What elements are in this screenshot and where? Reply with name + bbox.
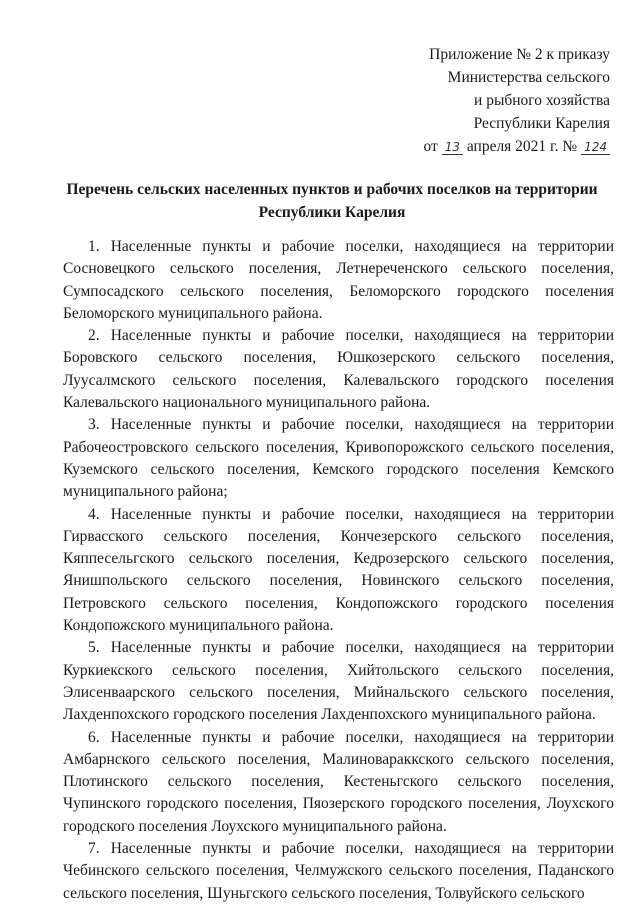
- document-body: [63, 236, 614, 905]
- document-title: Перечень сельских населенных пунктов и рабочих поселков на территории Республики Карелия: [66, 181, 598, 221]
- header-line-2: Министерства сельского: [447, 69, 610, 86]
- list-item-7: 7. Населенные пункты и рабочие поселки, находящиеся на территории Чебинского сельского поселения, Челмужского сельского поселения, Паданского сельского поселения, Шуньгского сельского поселения, Толвуйского сельского: [63, 840, 614, 902]
- list-item-1: 1. Населенные пункты и рабочие поселки, находящиеся на территории Сосновецкого сельского поселения, Летнереченского сельского поселения, Сумпосадского сельского поселения, Беломорского городского поселения Беломорского муниципального района.: [63, 238, 614, 322]
- handwritten-order-number: 124: [581, 140, 610, 155]
- appendix-header: [423, 43, 610, 158]
- handwritten-day: 13: [442, 140, 463, 155]
- list-item-3: 3. Населенные пункты и рабочие поселки, находящиеся на территории Рабочеостровского сельского поселения, Кривопорожского сельского поселения, Куземского сельского поселения, Кемского городского поселения Кемского муниципального района;: [63, 416, 614, 501]
- header-date-line: [423, 135, 610, 158]
- header-line-1: Приложение № 2 к приказу: [429, 46, 610, 63]
- header-line-3: и рыбного хозяйства: [474, 92, 610, 109]
- list-item-5: 5. Населенные пункты и рабочие поселки, находящиеся на территории Куркиекского сельского поселения, Хийтольского сельского поселения, Элисенваарского сельского поселения, Мийнальского сельского поселения, Лахденпохского городского поселения Лахденпохского муниципального района.: [63, 639, 614, 724]
- date-prefix: от: [423, 138, 438, 155]
- list-item-6: 6. Населенные пункты и рабочие поселки, находящиеся на территории Амбарнского сельского поселения, Малиновараккского сельского поселения, Плотинского сельского поселения, Кестеньгского сельского поселения, Чупинского городского поселения, Пяозерского городского поселения, Лоухского городского поселения Лоухского муниципального района.: [63, 728, 614, 835]
- list-item-4: 4. Населенные пункты и рабочие поселки, находящиеся на территории Гирвасского сельского поселения, Кончезерского сельского поселения, Кяппесельгского сельского поселения, Кедрозерского сельского поселения, Янишпольского сельского поселения, Новинского сельского поселения, Петровского сельского поселения, Кондопожского городского поселения Кондопожского муниципального района.: [63, 505, 614, 635]
- list-item-2: 2. Населенные пункты и рабочие поселки, находящиеся на территории Боровского сельского поселения, Юшкозерского сельского поселения, Луусалмского сельского поселения, Калевальского городского поселения Калевальского национального муниципального района.: [63, 327, 614, 412]
- date-middle: апреля 2021 г. №: [466, 138, 578, 155]
- header-line-4: Республики Карелия: [473, 115, 610, 132]
